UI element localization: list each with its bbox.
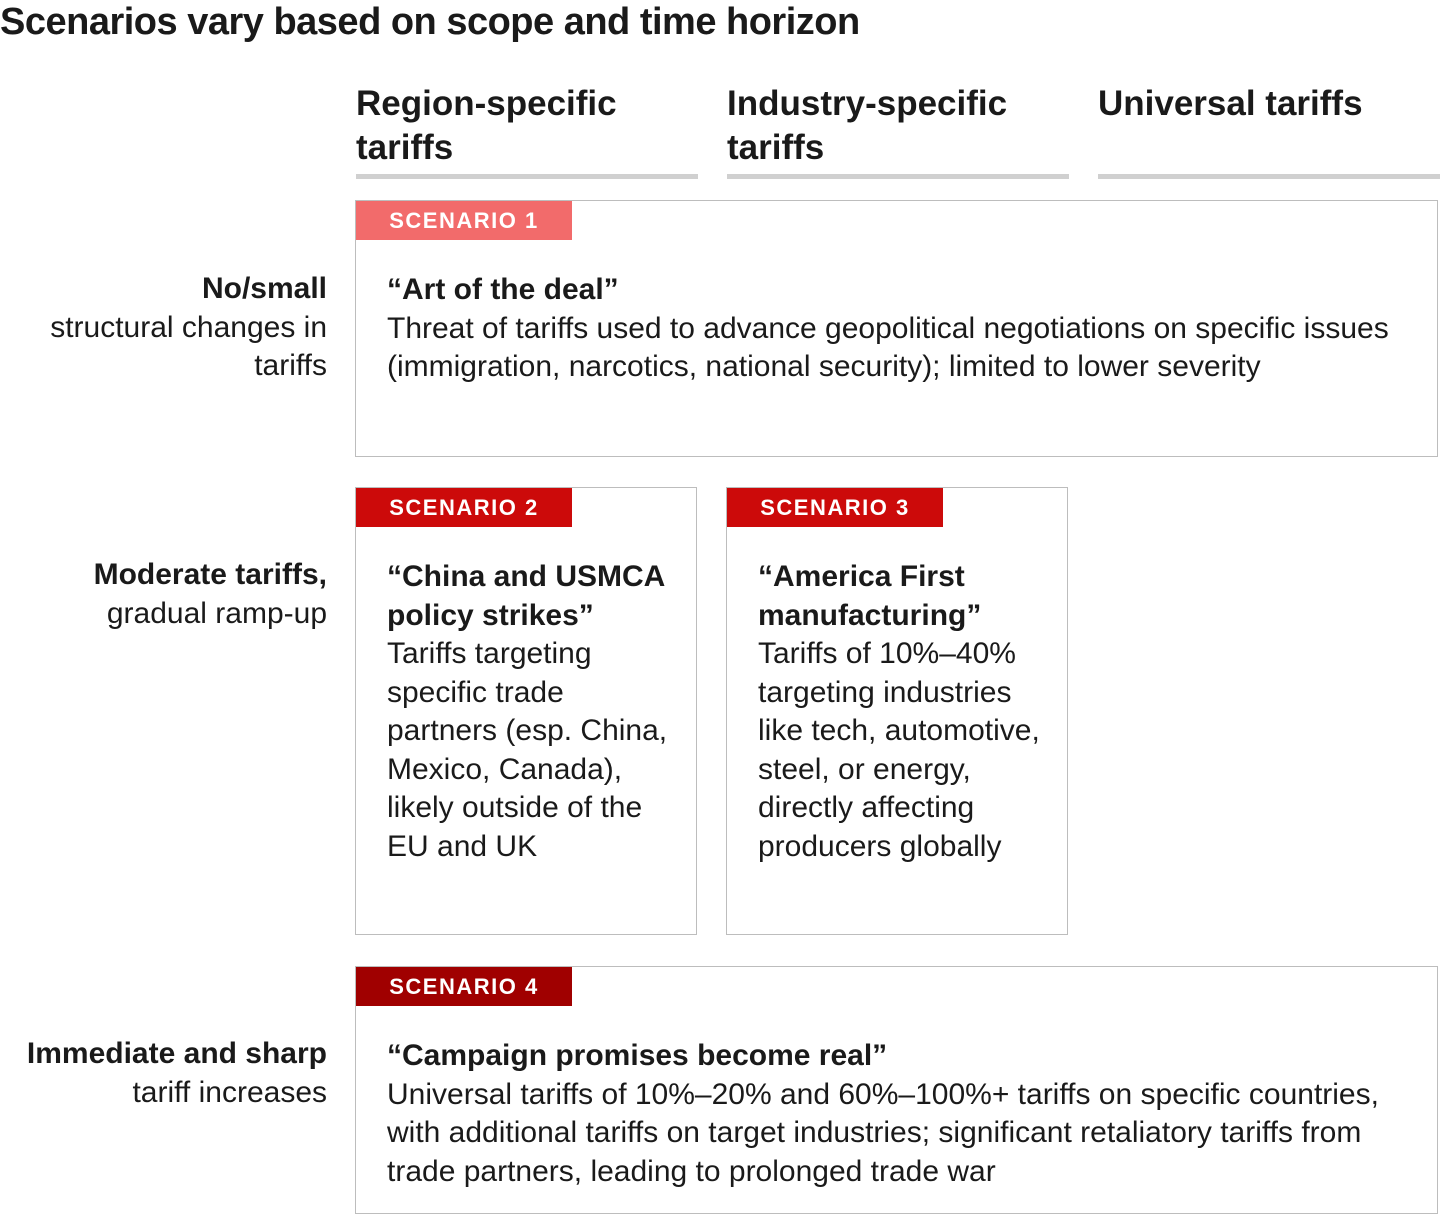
scenario-card-4	[355, 966, 1438, 1214]
scenario-name: “China and USMCA policy strikes”	[387, 560, 665, 632]
scenario-body	[758, 558, 1053, 866]
column-header-region: Region-specific tariffs	[356, 82, 698, 179]
row-label-rest: gradual ramp-up	[106, 596, 327, 630]
scenario-body	[387, 558, 682, 866]
column-header-industry: Industry-specific tariffs	[727, 82, 1069, 179]
scenario-tag: SCENARIO 4	[356, 967, 572, 1006]
scenario-description: Threat of tariffs used to advance geopolitical negotiations on specific issues (immigration, narcotics, national security); limited to lower severity	[387, 311, 1389, 383]
row-label-strong: No/small	[201, 272, 327, 305]
scenario-body	[387, 271, 1423, 387]
row-label-moderate	[7, 556, 327, 633]
column-header-universal: Universal tariffs	[1098, 82, 1440, 179]
scenario-name: “America First manufacturing”	[758, 560, 982, 632]
scenario-card-3	[726, 487, 1068, 935]
row-label-small-changes	[7, 270, 327, 386]
row-label-rest: structural changes in tariffs	[50, 310, 327, 382]
scenario-card-2	[355, 487, 697, 935]
scenario-body	[387, 1037, 1423, 1191]
row-label-strong: Immediate and sharp	[26, 1037, 327, 1070]
page-title: Scenarios vary based on scope and time horizon	[0, 1, 860, 43]
scenario-tag: SCENARIO 3	[727, 488, 943, 527]
row-label-immediate	[7, 1035, 327, 1112]
scenario-description: Tariffs targeting specific trade partners (esp. China, Mexico, Canada), likely outside of the EU and UK	[387, 637, 668, 863]
scenario-description: Universal tariffs of 10%–20% and 60%–100%+ tariffs on specific countries, with additional tariffs on target industries; significant retaliatory tariffs from trade partners, leading to prolonged trade war	[387, 1077, 1379, 1188]
scenario-name: “Art of the deal”	[387, 273, 619, 306]
scenario-name: “Campaign promises become real”	[387, 1039, 888, 1072]
scenario-description: Tariffs of 10%–40% targeting industries like tech, automotive, steel, or energy, directly affecting producers globally	[758, 637, 1040, 863]
row-label-strong: Moderate tariffs,	[93, 558, 327, 591]
scenario-card-1	[355, 200, 1438, 457]
scenario-tag: SCENARIO 2	[356, 488, 572, 527]
row-label-rest: tariff increases	[132, 1075, 327, 1109]
scenario-tag: SCENARIO 1	[356, 201, 572, 240]
